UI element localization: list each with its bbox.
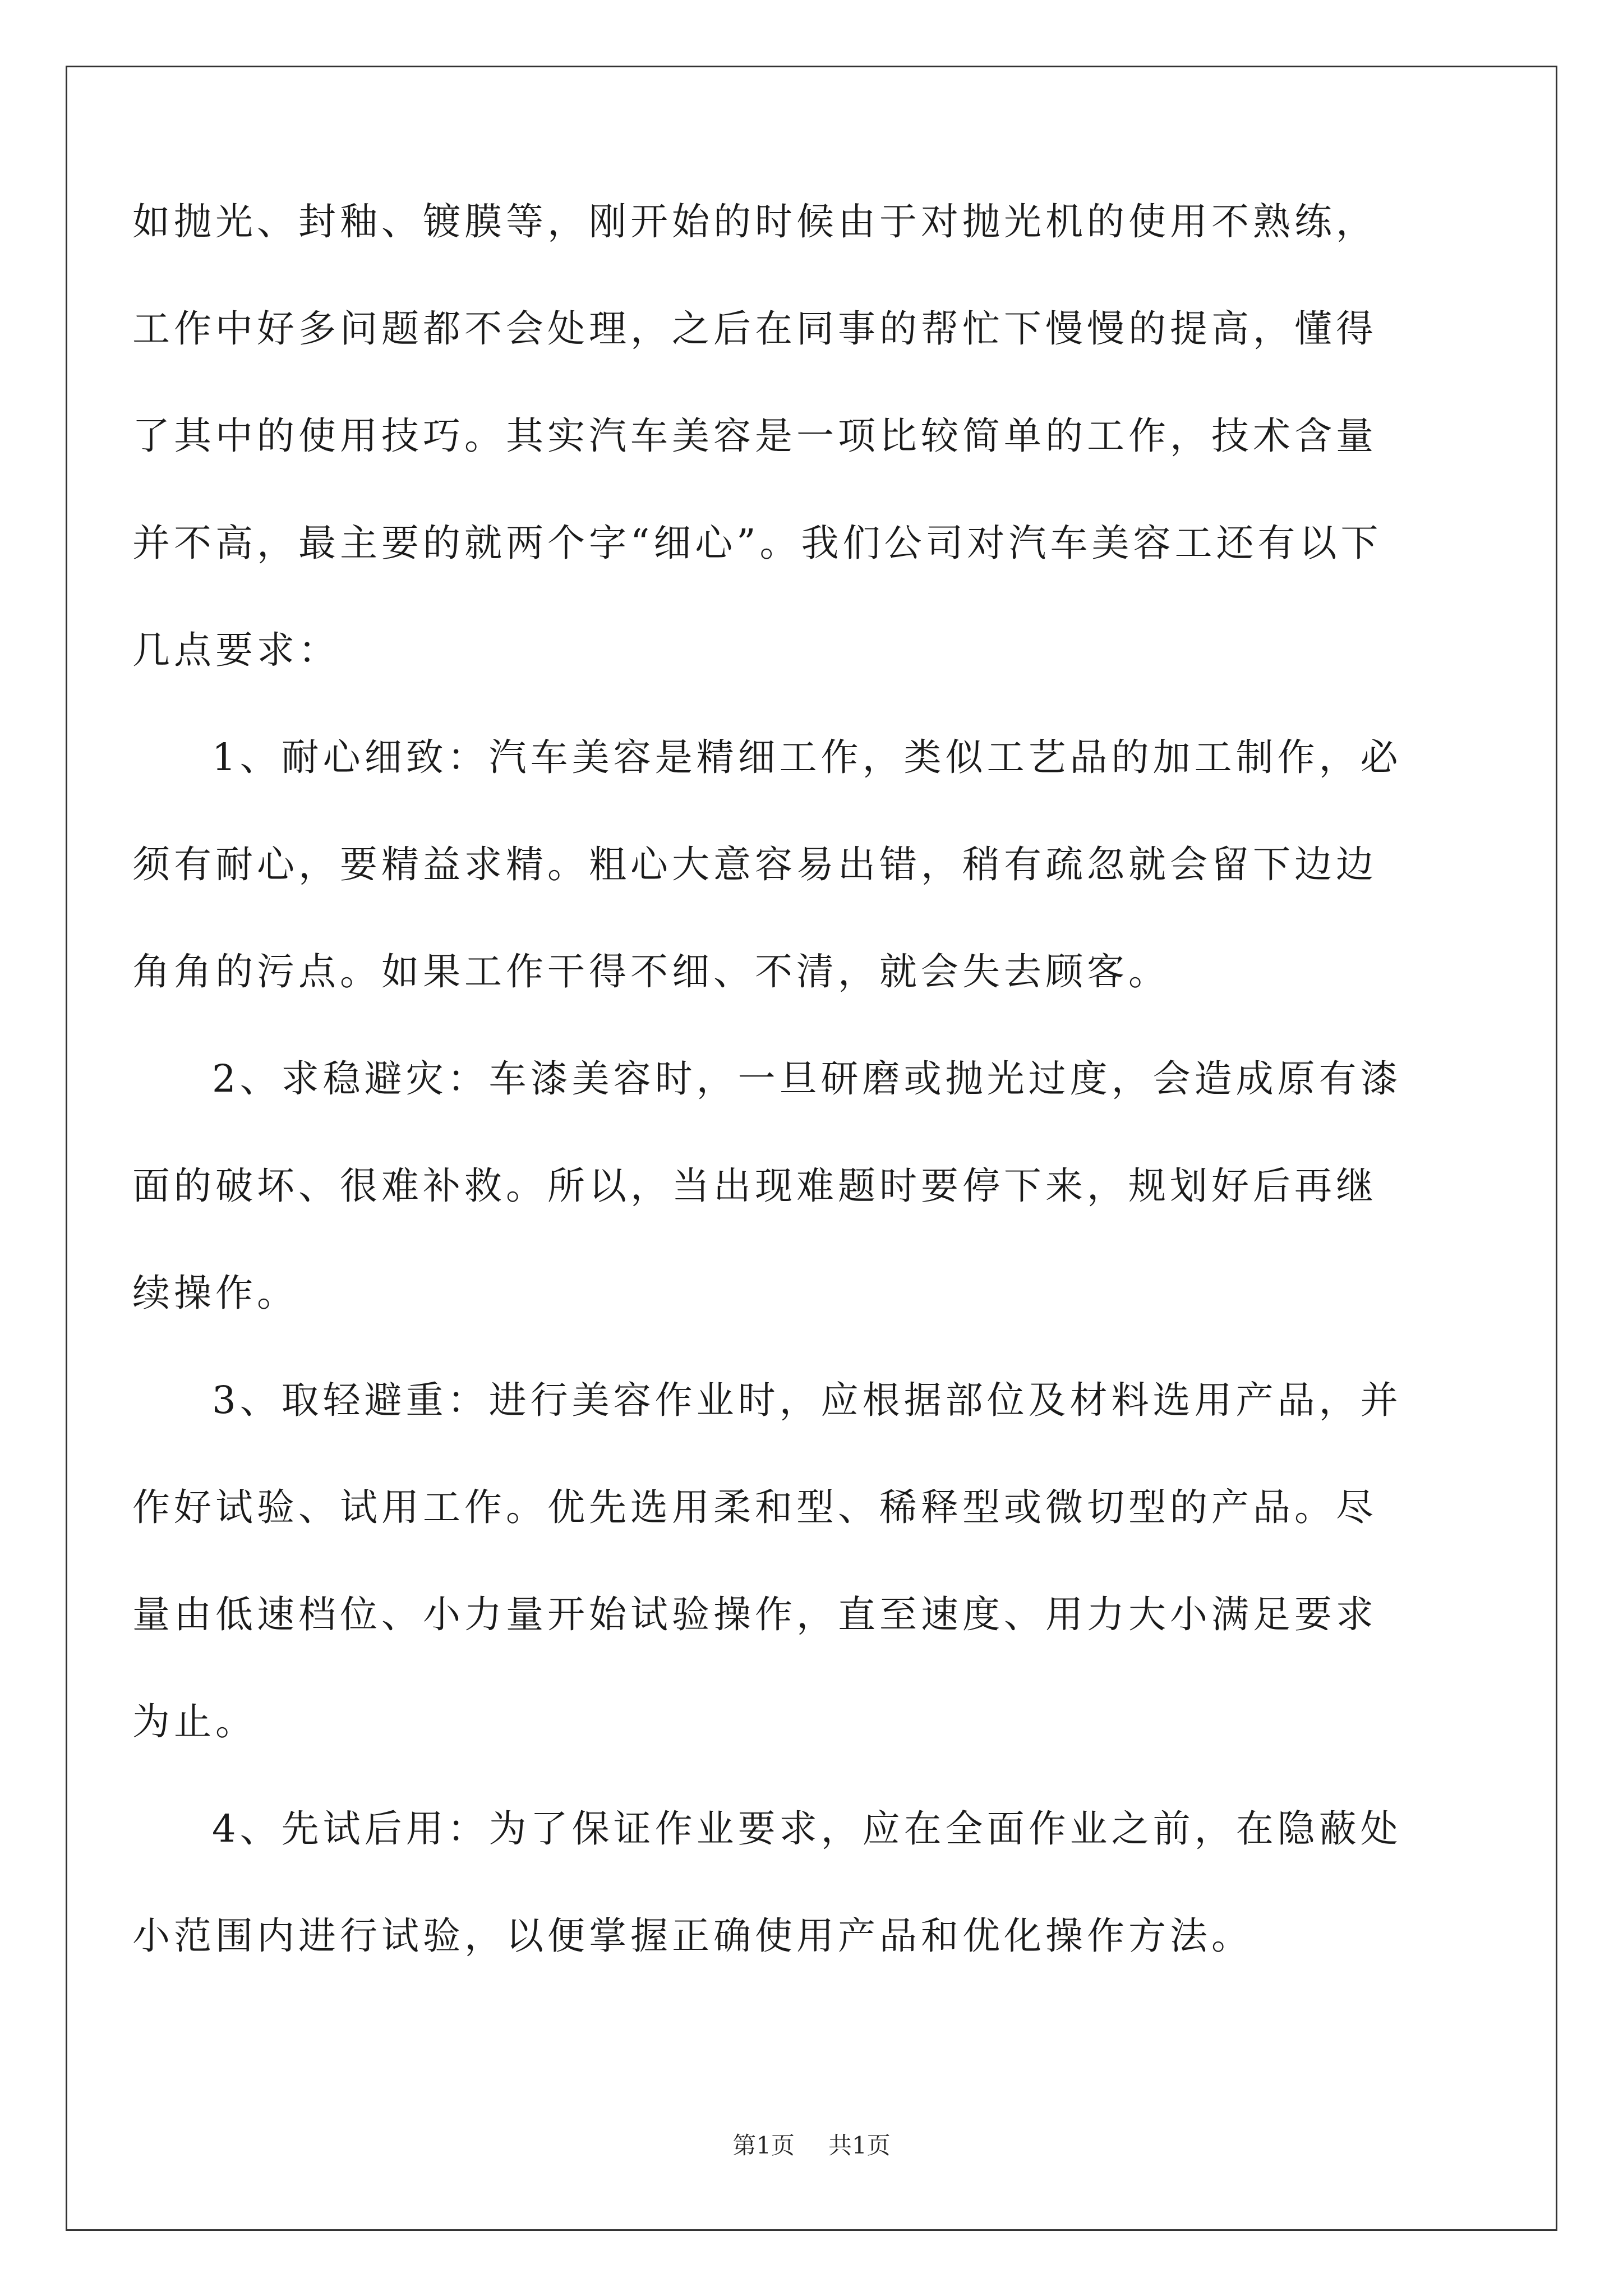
text-line: 几点要求： (132, 628, 340, 672)
page-number: 第1页 (732, 2132, 795, 2159)
paragraph (132, 168, 1429, 704)
paragraph (132, 1775, 1429, 1990)
text-line: 2、求稳避灾：车漆美容时，一旦研磨或抛光过度，会造成原有漆 (212, 1057, 1402, 1101)
text-line: 续操作。 (132, 1271, 298, 1315)
text-line: 1、耐心细致：汽车美容是精细工作，类似工艺品的加工制作，必 (212, 735, 1402, 779)
text-line: 角角的污点。如果工作干得不细、不清，就会失去顾客。 (132, 950, 1170, 993)
text-line: 面的破坏、很难补救。所以，当出现难题时要停下来，规划好后再继 (132, 1164, 1377, 1208)
text-line: 如抛光、封釉、镀膜等，刚开始的时候由于对抛光机的使用不熟练， (132, 200, 1377, 243)
text-line: 工作中好多问题都不会处理，之后在同事的帮忙下慢慢的提高，懂得 (132, 307, 1377, 351)
page-total: 共1页 (828, 2132, 891, 2159)
text-line: 为止。 (132, 1700, 257, 1743)
text-line: 并不高，最主要的就两个字“细心”。我们公司对汽车美容工还有以下 (132, 521, 1382, 565)
paragraph (132, 1025, 1429, 1347)
text-line: 小范围内进行试验，以便掌握正确使用产品和优化操作方法。 (132, 1914, 1253, 1958)
page-footer (0, 2129, 1623, 2162)
text-line: 作好试验、试用工作。优先选用柔和型、稀释型或微切型的产品。尽 (132, 1485, 1377, 1529)
text-line: 须有耐心，要精益求精。粗心大意容易出错，稍有疏忽就会留下边边 (132, 843, 1377, 886)
text-line: 3、取轻避重：进行美容作业时，应根据部位及材料选用产品，并 (212, 1378, 1402, 1422)
text-line: 4、先试后用：为了保证作业要求，应在全面作业之前，在隐蔽处 (212, 1807, 1402, 1851)
text-line: 了其中的使用技巧。其实汽车美容是一项比较简单的工作，技术含量 (132, 414, 1377, 458)
document-body (132, 168, 1429, 1990)
text-line: 量由低速档位、小力量开始试验操作，直至速度、用力大小满足要求 (132, 1593, 1377, 1636)
paragraph (132, 704, 1429, 1025)
paragraph (132, 1347, 1429, 1775)
